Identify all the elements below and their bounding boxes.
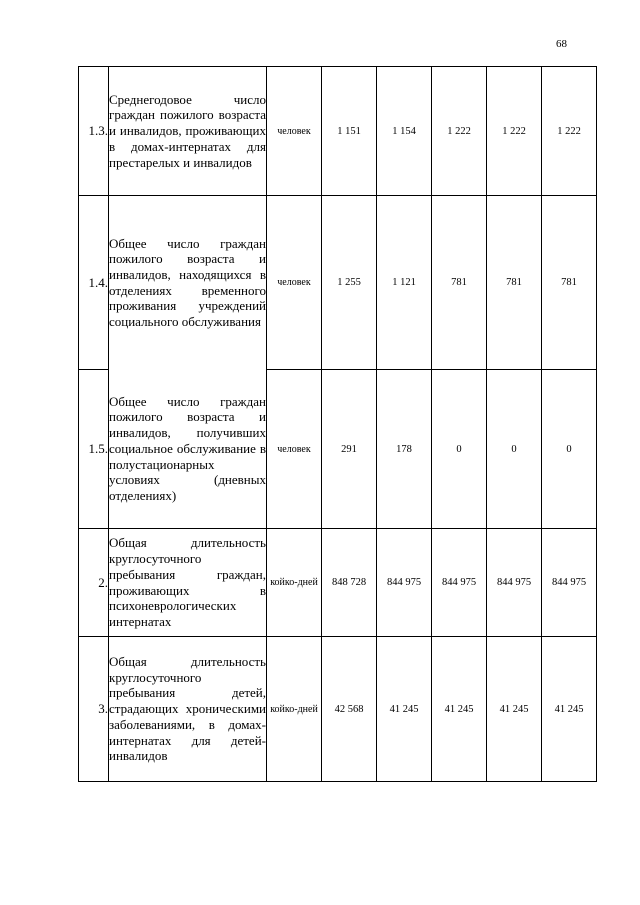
value-cell: 844 975 <box>542 529 597 637</box>
value-cell: 178 <box>377 370 432 529</box>
table-row <box>79 370 597 529</box>
value-cell: 844 975 <box>487 529 542 637</box>
row-number: 3. <box>79 637 109 782</box>
value-cell: 1 222 <box>542 67 597 196</box>
table-row <box>79 196 597 370</box>
indicator-name: Общее число граждан пожилого возраста и инвалидов, получивших социальное обслуживание в полустационарных условиях (дневных отделениях) <box>109 370 267 529</box>
table-row <box>79 67 597 196</box>
value-cell: 41 245 <box>432 637 487 782</box>
value-cell: 844 975 <box>377 529 432 637</box>
value-cell: 0 <box>542 370 597 529</box>
value-cell: 0 <box>487 370 542 529</box>
value-cell: 1 154 <box>377 67 432 196</box>
value-cell: 848 728 <box>322 529 377 637</box>
value-cell: 41 245 <box>487 637 542 782</box>
indicators-table <box>78 66 597 782</box>
value-cell: 844 975 <box>432 529 487 637</box>
indicator-name: Общая длительность круглосуточного пребывания граждан, проживающих в психоневрологических интернатах <box>109 529 267 637</box>
value-cell: 41 245 <box>377 637 432 782</box>
value-cell: 41 245 <box>542 637 597 782</box>
value-cell: 1 222 <box>487 67 542 196</box>
value-cell: 291 <box>322 370 377 529</box>
table-row <box>79 529 597 637</box>
unit-cell: человек <box>267 67 322 196</box>
value-cell: 1 151 <box>322 67 377 196</box>
page-number: 68 <box>556 38 567 50</box>
value-cell: 781 <box>487 196 542 370</box>
table-row <box>79 637 597 782</box>
value-cell: 0 <box>432 370 487 529</box>
unit-cell: койко-дней <box>267 529 322 637</box>
value-cell: 1 255 <box>322 196 377 370</box>
row-number: 1.3. <box>79 67 109 196</box>
value-cell: 1 121 <box>377 196 432 370</box>
row-number: 1.4. <box>79 196 109 370</box>
unit-cell: человек <box>267 196 322 370</box>
indicator-name: Общая длительность круглосуточного пребывания детей, страдающих хроническими заболеваниями, в домах-интернатах для детей-инвалидов <box>109 637 267 782</box>
unit-cell: койко-дней <box>267 637 322 782</box>
indicator-name: Среднегодовое число граждан пожилого возраста и инвалидов, проживающих в домах-интернатах для престарелых и инвалидов <box>109 67 267 196</box>
value-cell: 781 <box>432 196 487 370</box>
row-number: 2. <box>79 529 109 637</box>
unit-cell: человек <box>267 370 322 529</box>
value-cell: 1 222 <box>432 67 487 196</box>
value-cell: 42 568 <box>322 637 377 782</box>
row-number: 1.5. <box>79 370 109 529</box>
value-cell: 781 <box>542 196 597 370</box>
indicator-name: Общее число граждан пожилого возраста и инвалидов, находящихся в отделениях временного проживания учреждений социального обслуживания <box>109 196 267 370</box>
